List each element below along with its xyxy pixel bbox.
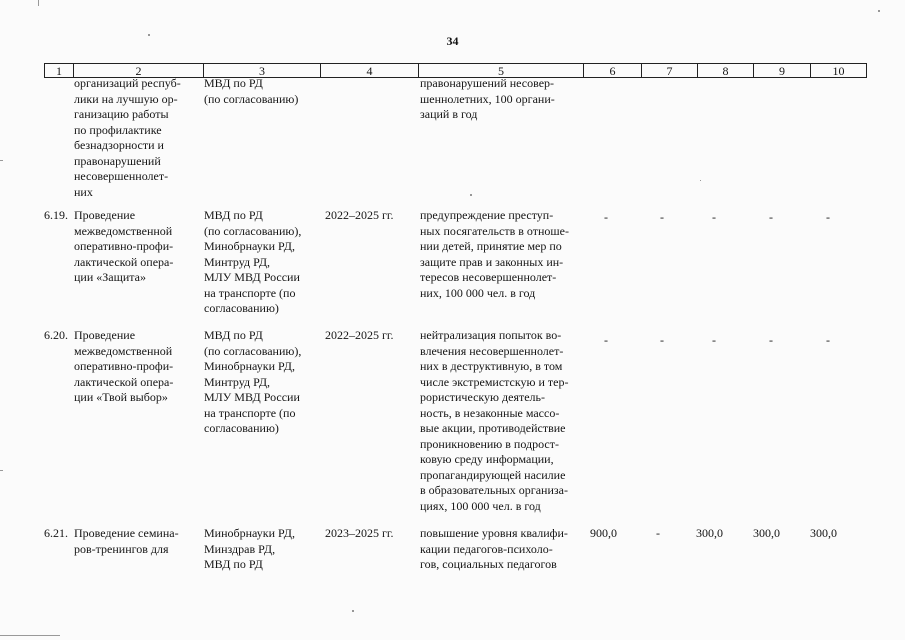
scan-edge-mark bbox=[0, 470, 3, 471]
scan-speck bbox=[148, 34, 150, 36]
row-6-19-name: Проведение межведомственной оперативно-профи- лактической опера- ции «Защита» bbox=[74, 208, 174, 284]
scan-speck bbox=[352, 610, 354, 612]
page-number: 34 bbox=[446, 34, 459, 48]
row-6-20-executors: МВД по РД (по согласованию), Минобрнауки РД, Минтруд РД, МЛУ МВД России на транспорте (по согласованию) bbox=[204, 328, 302, 435]
row-cont-name: организаций респуб- лики на лучшую ор- ганизацию работы по профилактике безнадзорности и правонарушений несовершеннолет- них bbox=[74, 76, 181, 199]
row-6-20-col7: - bbox=[660, 333, 664, 347]
row-6-20-term: 2022–2025 гг. bbox=[325, 328, 394, 342]
row-6-20-number: 6.20. bbox=[44, 328, 68, 342]
scan-edge-mark bbox=[0, 160, 3, 161]
row-6-19-col9: - bbox=[769, 210, 773, 224]
column-header-10: 10 bbox=[811, 64, 867, 78]
row-6-20-name: Проведение межведомственной оперативно-профи- лактической опера- ции «Твой выбор» bbox=[74, 328, 174, 404]
row-6-21-term: 2023–2025 гг. bbox=[325, 526, 394, 540]
column-header-7: 7 bbox=[642, 64, 698, 78]
row-6-19-number: 6.19. bbox=[44, 208, 68, 222]
row-cont-executors: МВД по РД (по согласованию) bbox=[204, 76, 299, 106]
column-header-9: 9 bbox=[754, 64, 811, 78]
column-header-2: 2 bbox=[74, 64, 204, 78]
row-6-19-executors: МВД по РД (по согласованию), Минобрнауки РД, Минтруд РД, МЛУ МВД России на транспорте (по согласованию) bbox=[204, 208, 302, 315]
scan-speck bbox=[700, 180, 701, 181]
row-6-21-result: повышение уровня квалифи- кации педагогов-психоло- гов, социальных педагогов bbox=[420, 526, 568, 571]
row-6-21-name: Проведение семина- ров-тренингов для bbox=[74, 526, 179, 556]
row-6-20-col10: - bbox=[826, 333, 830, 347]
row-6-19-col7: - bbox=[660, 210, 664, 224]
row-6-21-col6: 900,0 bbox=[590, 526, 617, 540]
row-6-19-term: 2022–2025 гг. bbox=[325, 208, 394, 222]
row-6-21-col10: 300,0 bbox=[810, 526, 837, 540]
row-6-19-col10: - bbox=[826, 210, 830, 224]
scan-edge-mark bbox=[38, 0, 39, 6]
column-header-4: 4 bbox=[321, 64, 419, 78]
row-6-20-result: нейтрализация попыток во- влечения несовершеннолет- них в деструктивную, в том числе экстремистскую и тер- рористическую деятель- ность, в незаконные массо- вые акции, противодействие проникновению в подрост- ковую среду информации, пропагандирующей насилие в образовательных организа- циях, 100 000 чел. в год bbox=[420, 328, 569, 513]
scan-speck bbox=[878, 10, 880, 12]
column-header-8: 8 bbox=[698, 64, 754, 78]
column-header-1: 1 bbox=[45, 64, 74, 78]
row-6-19-col6: - bbox=[604, 210, 608, 224]
row-6-21-col9: 300,0 bbox=[753, 526, 780, 540]
row-6-19-result: предупреждение преступ- ных посягательств в отноше- нии детей, принятие мер по защите прав и законных ин- тересов несовершеннолет- них, 100 000 чел. в год bbox=[420, 208, 569, 300]
row-6-21-col8: 300,0 bbox=[696, 526, 723, 540]
scan-edge-mark bbox=[0, 635, 60, 636]
row-cont-result: правонарушений несовер- шеннолетних, 100 органи- заций в год bbox=[420, 76, 555, 121]
row-6-20-col6: - bbox=[604, 333, 608, 347]
row-6-19-col8: - bbox=[712, 210, 716, 224]
row-6-20-col9: - bbox=[769, 333, 773, 347]
column-header-6: 6 bbox=[584, 64, 642, 78]
row-6-21-col7: - bbox=[656, 526, 660, 540]
row-6-20-col8: - bbox=[712, 333, 716, 347]
scan-speck bbox=[470, 194, 472, 196]
column-header-5: 5 bbox=[419, 64, 584, 78]
row-6-21-number: 6.21. bbox=[44, 526, 68, 540]
column-header-3: 3 bbox=[204, 64, 321, 78]
row-6-21-executors: Минобрнауки РД, Минздрав РД, МВД по РД bbox=[204, 526, 295, 571]
